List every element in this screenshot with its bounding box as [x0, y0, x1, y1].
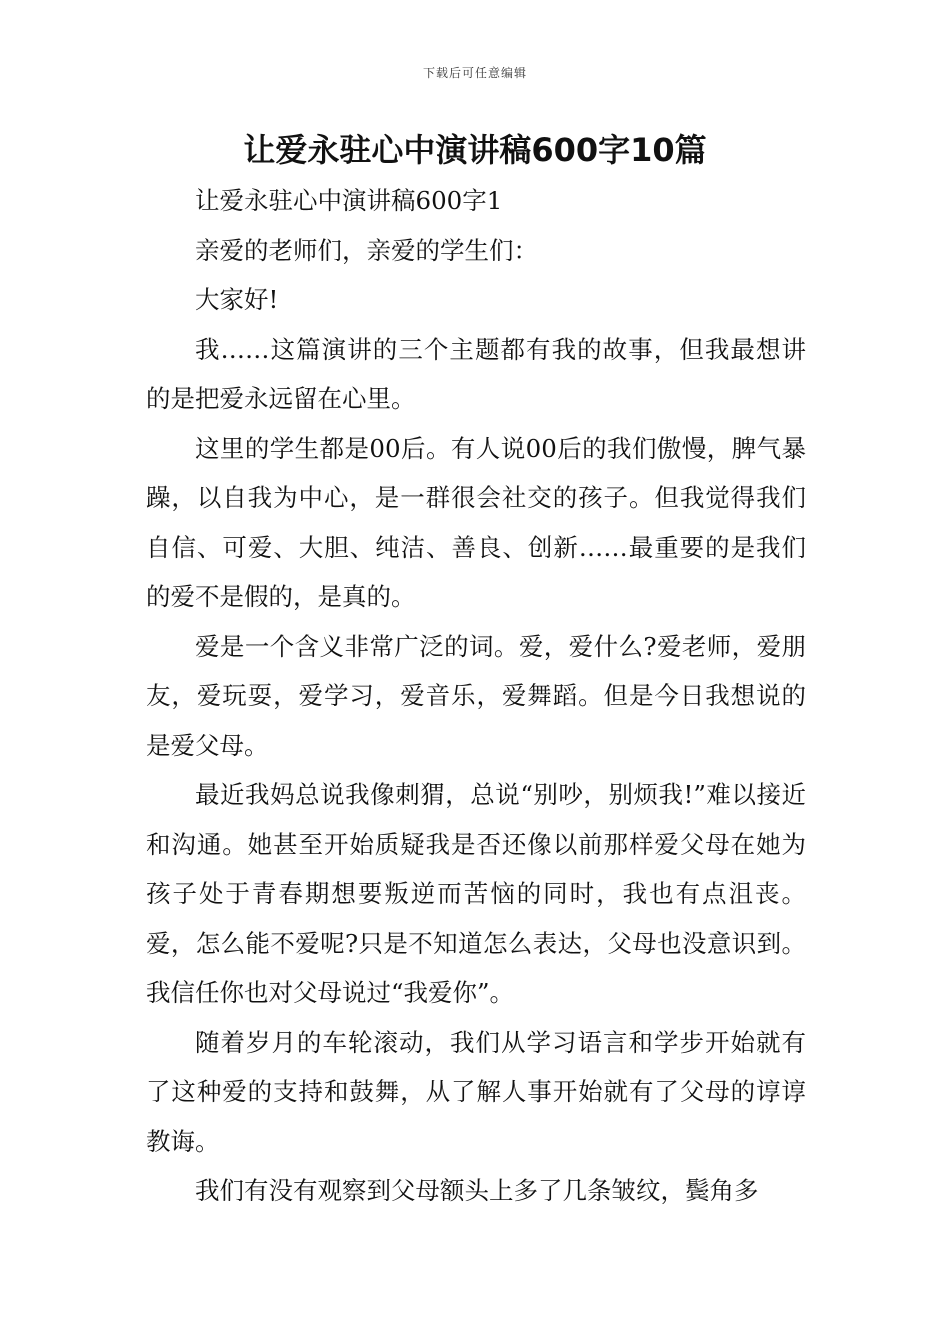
header-note: 下载后可任意编辑: [422, 66, 527, 80]
body-paragraph: 随着岁月的车轮滚动，我们从学习语言和学步开始就有了这种爱的支持和鼓舞，从了解人事开始就有了父母的谆谆教诲。: [146, 1027, 806, 1156]
body-paragraph: 我们有没有观察到父母额头上多了几条皱纹，鬓角多: [195, 1176, 759, 1205]
document-title: 让爱永驻心中演讲稿600字10篇: [243, 131, 707, 169]
body-paragraph: 我……这篇演讲的三个主题都有我的故事，但我最想讲的是把爱永远留在心里。: [146, 334, 806, 413]
body-paragraph: 这里的学生都是00后。有人说00后的我们傲慢，脾气暴躁，以自我为中心，是一群很会社交的孩子。但我觉得我们自信、可爱、大胆、纯洁、善良、创新……最重要的是我们的爱不是假的，是真的。: [146, 433, 806, 611]
body-paragraph: 爱是一个含义非常广泛的词。爱，爱什么?爱老师，爱朋友，爱玩耍，爱学习，爱音乐，爱舞蹈。但是今日我想说的是爱父母。: [146, 631, 806, 760]
subtitle-paragraph: 让爱永驻心中演讲稿600字1: [195, 186, 503, 215]
body-paragraph: 最近我妈总说我像刺猬，总说“别吵，别烦我!”难以接近和沟通。她甚至开始质疑我是否还像以前那样爱父母在她为孩子处于青春期想要叛逆而苦恼的同时，我也有点沮丧。爱，怎么能不爱呢?只是不知道怎么表达，父母也没意识到。我信任你也对父母说过“我爱你”。: [146, 780, 806, 1007]
greeting-paragraph: 大家好!: [195, 285, 279, 314]
salutation-paragraph: 亲爱的老师们，亲爱的学生们：: [195, 235, 538, 265]
document-body: [146, 176, 806, 1216]
